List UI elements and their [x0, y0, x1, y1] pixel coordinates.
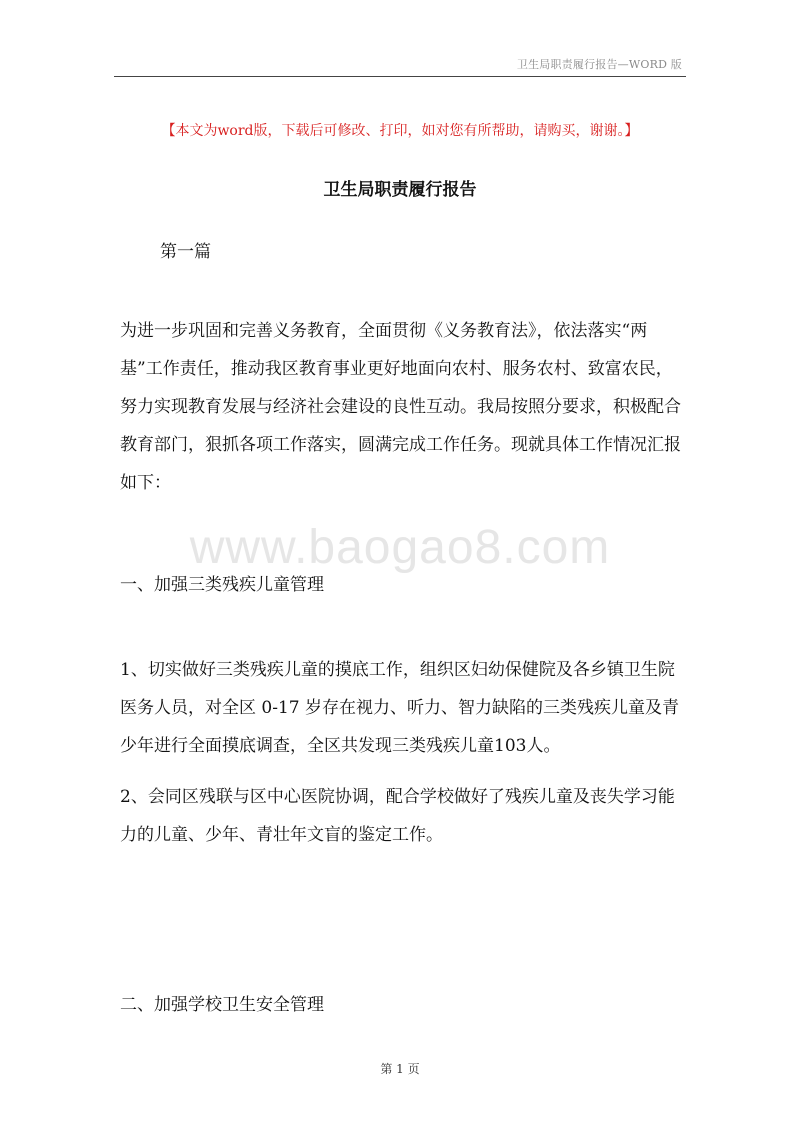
watermark: www.baogao8.com	[189, 521, 611, 574]
section-heading-2: 二、加强学校卫生安全管理	[120, 995, 324, 1015]
section-name: 第一篇	[160, 242, 211, 262]
paragraph-2: 2、会同区残联与区中心医院协调，配合学校做好了残疾儿童及丧失学习能力的儿童、少年、青壮年文盲的鉴定工作。	[120, 787, 675, 845]
paragraph-1: 1、切实做好三类残疾儿童的摸底工作，组织区妇幼保健院及各乡镇卫生院医务人员，对全区 0-17 岁存在视力、听力、智力缺陷的三类残疾儿童及青少年进行全面摸底调查，全区共发现三类残疾儿童103人。	[120, 660, 679, 756]
purchase-notice: 【本文为word版，下载后可修改、打印，如对您有所帮助，请购买，谢谢。】	[161, 123, 639, 139]
section-heading-1: 一、加强三类残疾儿童管理	[120, 575, 324, 595]
document-title: 卫生局职责履行报告	[323, 180, 477, 200]
page-number: 第 1 页	[380, 1062, 420, 1076]
intro-paragraph: 为进一步巩固和完善义务教育，全面贯彻《义务教育法》，依法落实“两基”工作责任，推动我区教育事业更好地面向农村、服务农村、致富农民，努力实现教育发展与经济社会建设的良性互动。我局按照分要求，积极配合教育部门，狠抓各项工作落实，圆满完成工作任务。现就具体工作情况汇报如下：	[120, 321, 681, 493]
header-divider	[114, 76, 686, 77]
running-header: 卫生局职责履行报告—WORD 版	[516, 58, 682, 71]
